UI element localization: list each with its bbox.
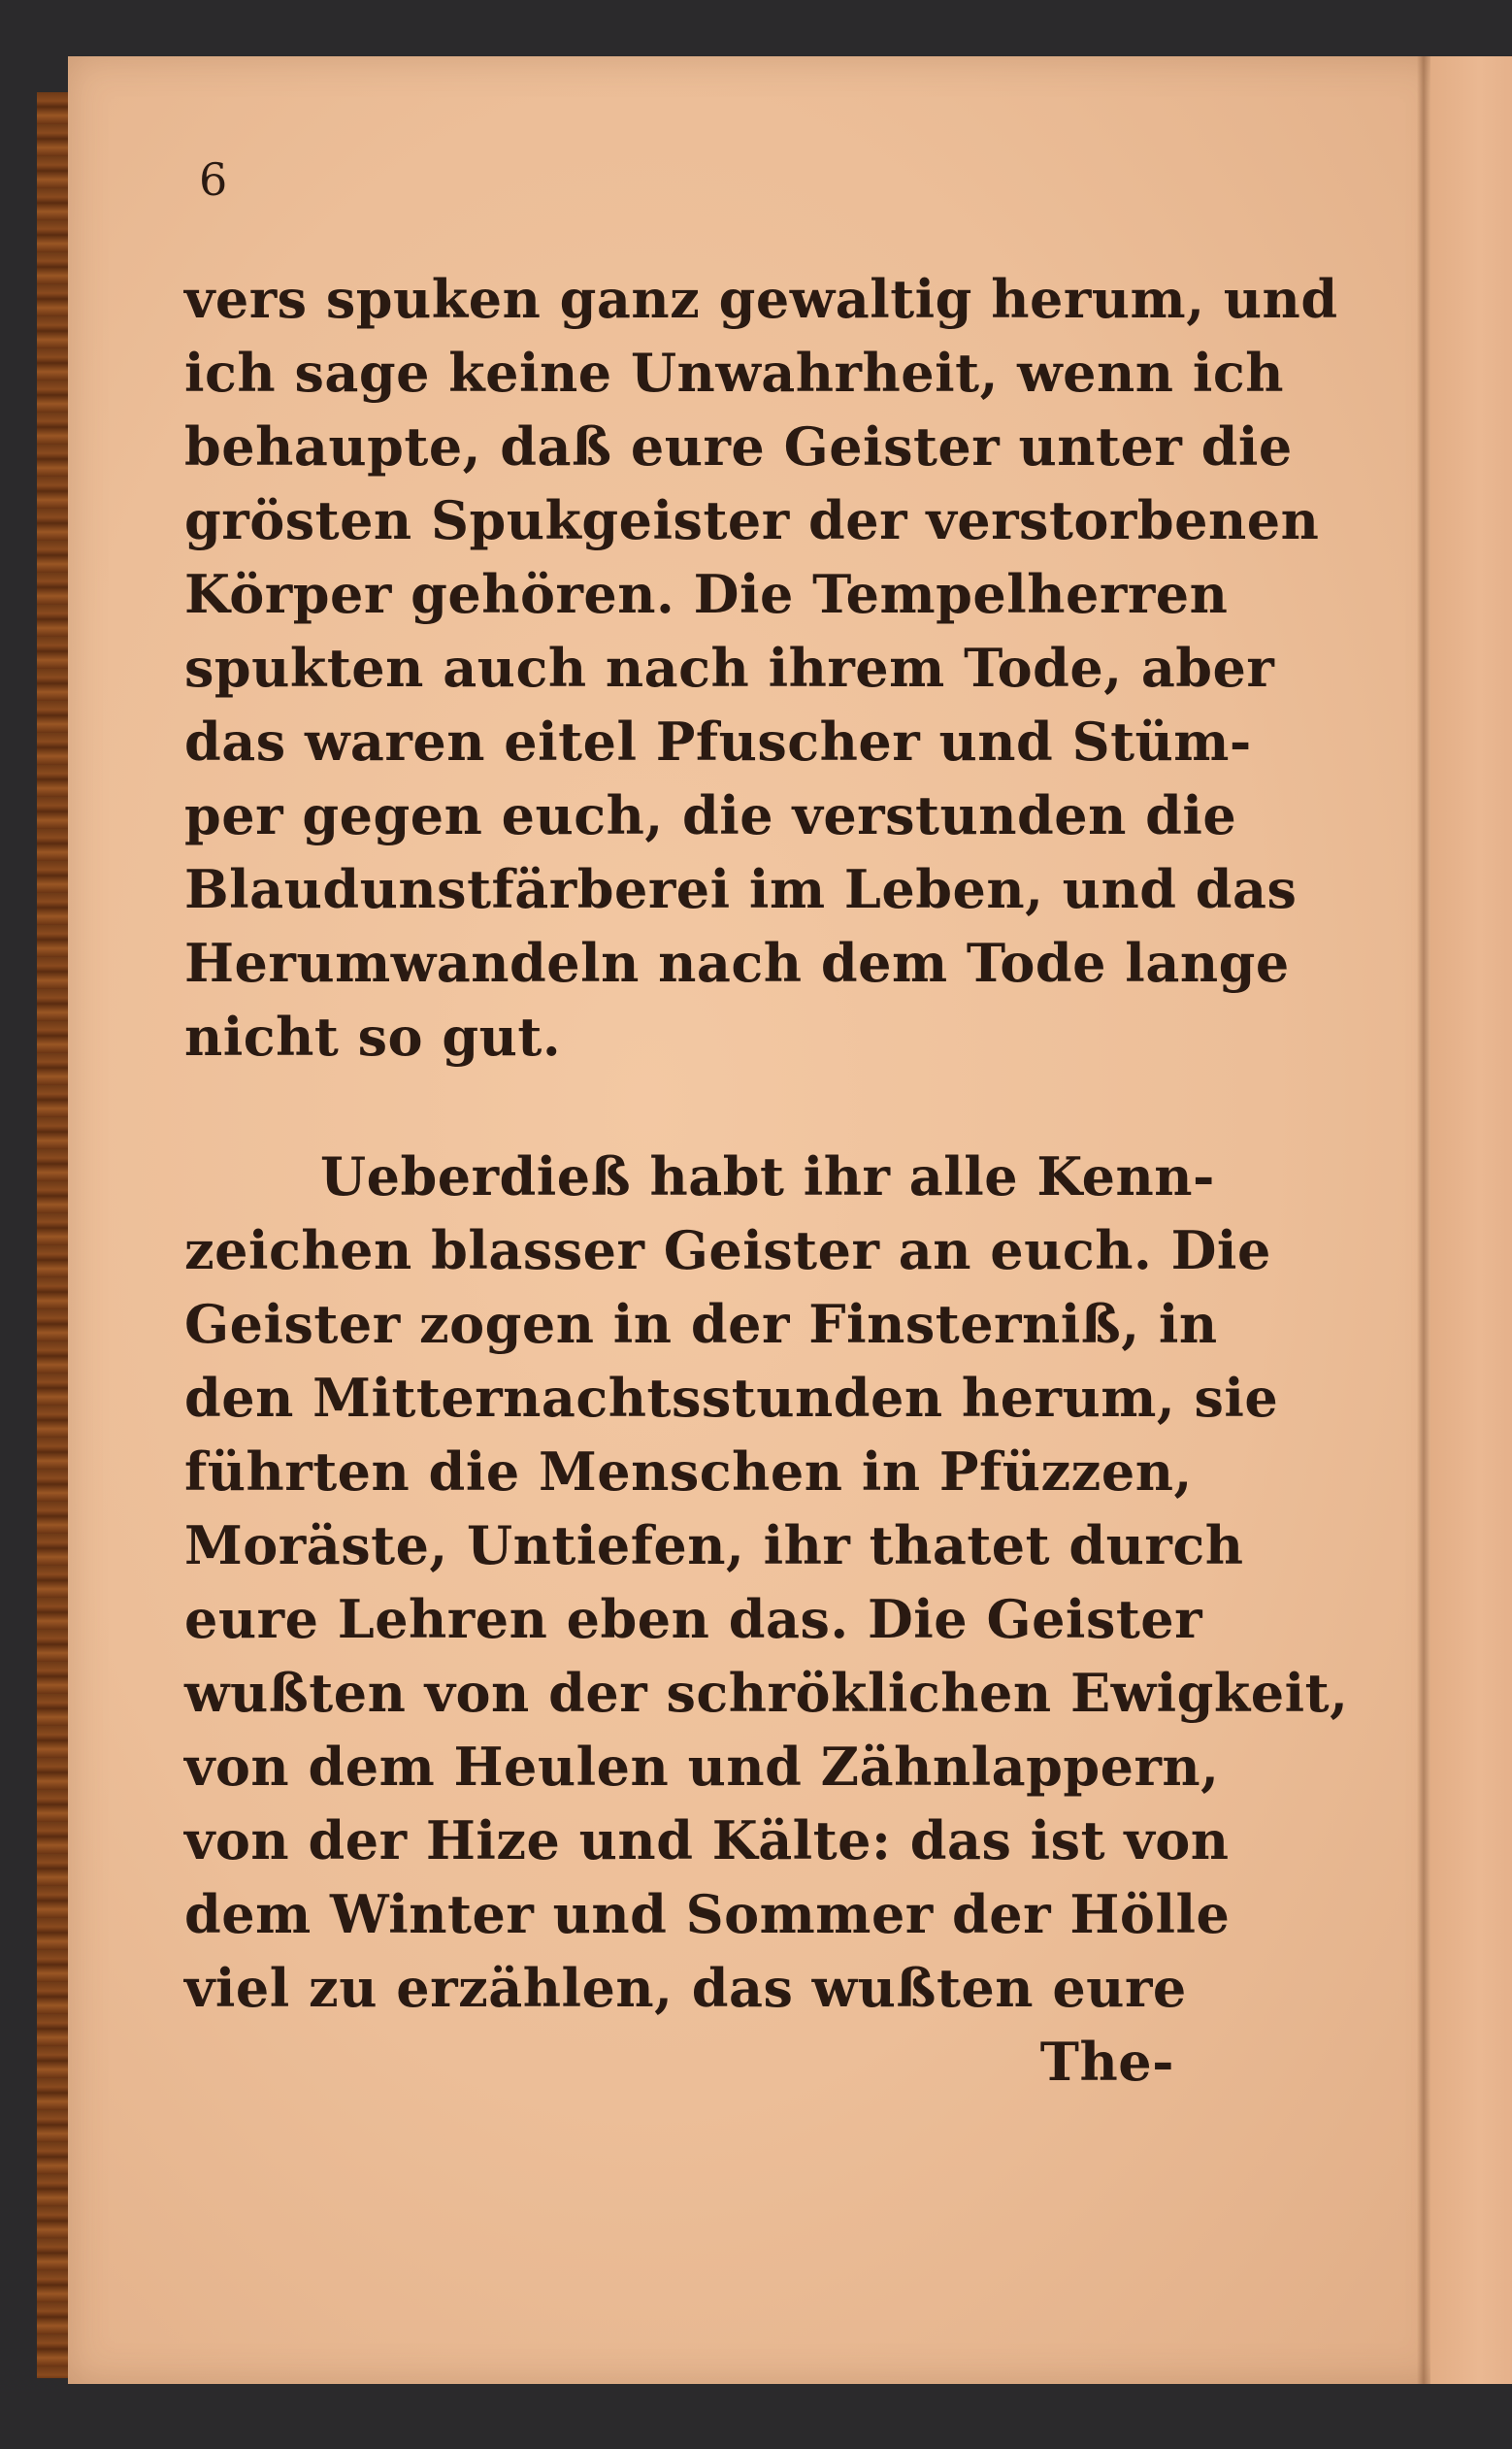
text-line: Körper gehören. Die Tempelherren [184,563,1229,625]
text-line: führten die Menschen in Pfüzzen, [184,1440,1193,1503]
text-line: Blaudunstfärberei im Leben, und das [184,858,1298,920]
paragraph-2 [184,1140,1349,2099]
text-line: vers spuken ganz gewaltig herum, und [184,268,1338,330]
text-line: nicht so gut. [184,1006,562,1068]
catchword: The- [1039,2031,1174,2093]
text-line: dem Winter und Sommer der Hölle [184,1883,1231,1945]
text-line: den Mitternachtsstunden herum, sie [184,1367,1279,1429]
text-line: ich sage keine Unwahrheit, wenn ich [184,342,1284,404]
text-line: Ueberdieß habt ihr alle Kenn- [320,1145,1215,1208]
text-line: von der Hize und Kälte: das ist von [184,1809,1230,1871]
text-line: Geister zogen in der Finsterniß, in [184,1293,1218,1355]
text-line: Moräste, Untiefen, ihr thatet durch [184,1514,1244,1576]
paragraph-gap [184,1074,1174,1140]
text-line: zeichen blasser Geister an euch. Die [184,1219,1271,1281]
text-line: grösten Spukgeister der verstorbenen [184,489,1320,551]
body-text [184,262,1349,2099]
text-line: wußten von der schröklichen Ewigkeit, [184,1662,1349,1724]
facing-page-edge [1430,56,1512,2384]
page-number: 6 [199,153,228,206]
text-line: Herumwandeln nach dem Tode lange [184,932,1290,994]
text-line: per gegen euch, die verstunden die [184,784,1237,846]
text-line: eure Lehren eben das. Die Geister [184,1588,1203,1650]
paragraph-1 [184,262,1338,1074]
page-gutter [1417,56,1430,2384]
text-line: viel zu erzählen, das wußten eure [184,1957,1187,2019]
text-line: das waren eitel Pfuscher und Stüm- [184,711,1252,773]
text-line: von dem Heulen und Zähnlappern, [184,1736,1220,1798]
text-line: spukten auch nach ihrem Tode, aber [184,637,1275,699]
text-line: behaupte, daß eure Geister unter die [184,415,1293,478]
